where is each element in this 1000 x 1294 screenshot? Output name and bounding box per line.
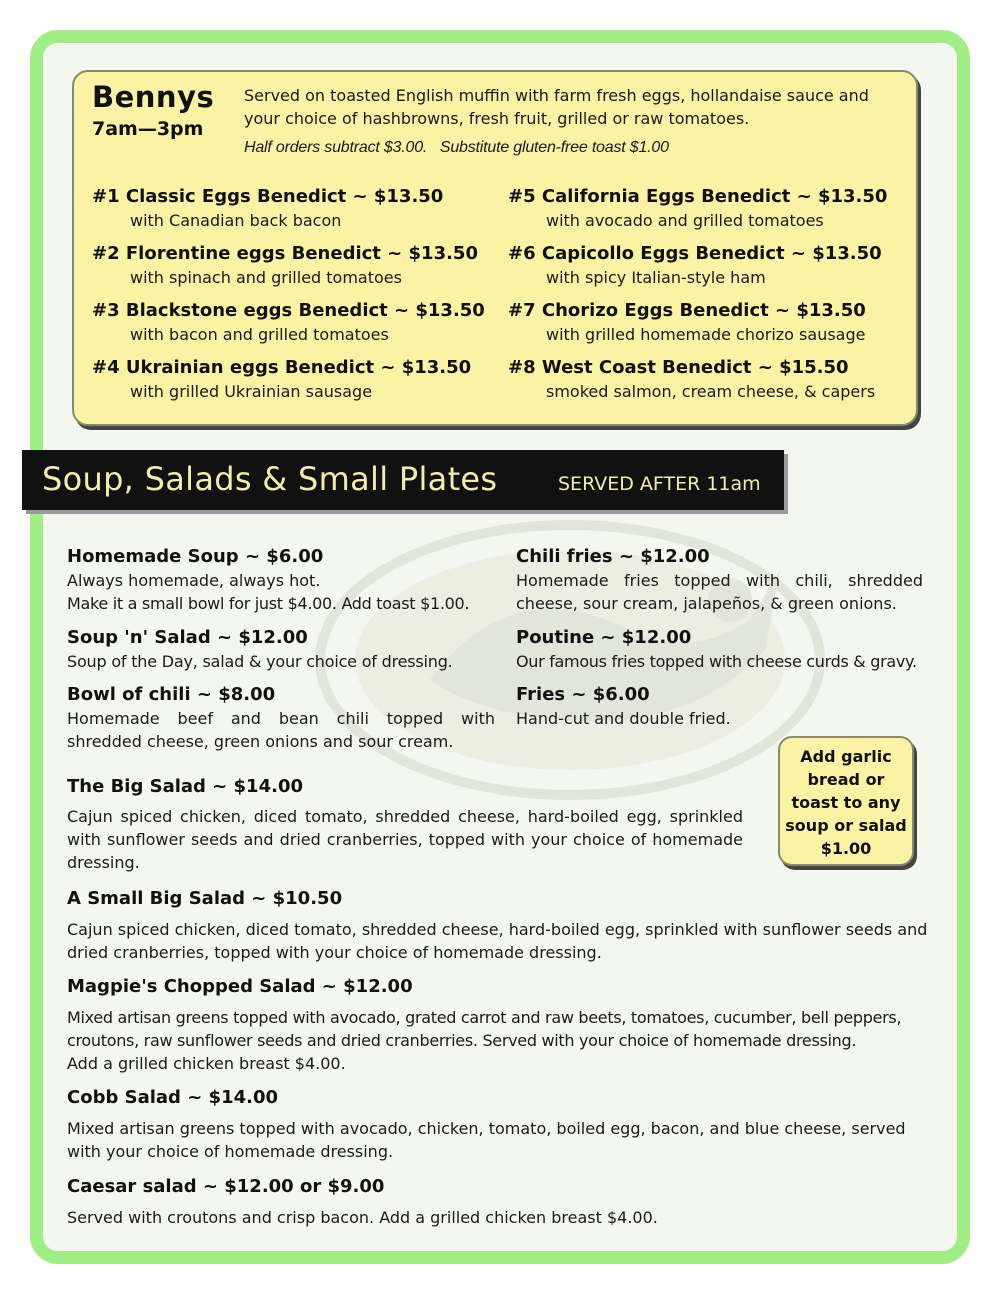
menu-item-name: #2 Florentine eggs Benedict ~ $13.50: [92, 243, 478, 264]
menu-item-desc: Cajun spiced chicken, diced tomato, shredded cheese, hard-boiled egg, sprinkled with sunflower seeds and dried cranberries, topped with your choice of homemade dressing.: [67, 920, 928, 962]
menu-item-soup: [67, 545, 495, 615]
bennys-right-column: [508, 184, 918, 412]
menu-item-soup-salad: [67, 626, 495, 673]
menu-item-big-salad: [67, 775, 743, 874]
menu-item-desc: Our famous fries topped with cheese curds & gravy.: [516, 652, 917, 671]
menu-item-desc: with grilled Ukrainian sausage: [130, 382, 373, 401]
section-banner: [22, 450, 784, 510]
bennys-hours: 7am—3pm: [92, 118, 204, 140]
menu-item: [92, 355, 502, 412]
bennys-description: Served on toasted English muffin with farm fresh eggs, hollandaise sauce and your choice of hashbrowns, fresh fruit, grilled or raw tomatoes.: [244, 86, 869, 128]
addon-callout: [778, 736, 914, 866]
menu-item-desc: with spicy Italian-style ham: [546, 268, 766, 287]
menu-item-desc: Mixed artisan greens topped with avocado, grated carrot and raw beets, tomatoes, cucumber, bell peppers, croutons, raw sunflower seeds and dried cranberries. Served with your choice of homemade dressing.: [67, 1008, 902, 1050]
menu-item-name: #1 Classic Eggs Benedict ~ $13.50: [92, 186, 444, 207]
menu-item-name: #8 West Coast Benedict ~ $15.50: [508, 357, 849, 378]
addon-price: $1.00: [820, 839, 872, 858]
menu-item-name: The Big Salad ~ $14.00: [67, 776, 303, 797]
menu-item-name: Chili fries ~ $12.00: [516, 546, 710, 567]
menu-item-desc: with spinach and grilled tomatoes: [130, 268, 402, 287]
menu-item-desc: Homemade beef and bean chili topped with shredded cheese, green onions and sour cream.: [67, 709, 495, 751]
menu-item-name: A Small Big Salad ~ $10.50: [67, 888, 343, 909]
menu-item-desc: Hand-cut and double fried.: [516, 709, 731, 728]
menu-item: [508, 241, 918, 298]
menu-item-name: #6 Capicollo Eggs Benedict ~ $13.50: [508, 243, 882, 264]
section-subtitle: SERVED AFTER 11am: [558, 473, 761, 495]
menu-item-chopped-salad: [67, 975, 935, 1075]
menu-item-cobb: [67, 1086, 935, 1163]
menu-item-desc: with Canadian back bacon: [130, 211, 342, 230]
menu-item-name: Caesar salad ~ $12.00 or $9.00: [67, 1176, 385, 1197]
bennys-panel: [72, 70, 918, 426]
addon-line: toast to any: [791, 793, 901, 812]
menu-item-desc: with grilled homemade chorizo sausage: [546, 325, 866, 344]
section-title: Soup, Salads & Small Plates: [42, 460, 498, 498]
menu-item-desc: Always homemade, always hot.: [67, 571, 321, 590]
menu-item-desc: Homemade fries topped with chili, shredded cheese, sour cream, jalapeños, & green onions.: [516, 571, 923, 613]
menu-item-name: Bowl of chili ~ $8.00: [67, 684, 276, 705]
menu-item-desc: Soup of the Day, salad & your choice of dressing.: [67, 652, 453, 671]
menu-item: [92, 184, 502, 241]
menu-item-desc: Cajun spiced chicken, diced tomato, shredded cheese, hard-boiled egg, sprinkled with sunflower seeds and dried cranberries, topped with your choice of homemade dressing.: [67, 807, 743, 872]
menu-item: [508, 184, 918, 241]
bennys-note: Half orders subtract $3.00. Substitute gluten-free toast $1.00: [244, 139, 669, 156]
menu-item-desc-extra: Make it a small bowl for just $4.00. Add toast $1.00.: [67, 594, 470, 613]
menu-item-name: Homemade Soup ~ $6.00: [67, 546, 324, 567]
menu-item-poutine: [516, 626, 926, 673]
menu-item-name: Magpie's Chopped Salad ~ $12.00: [67, 976, 413, 997]
menu-item-desc: with bacon and grilled tomatoes: [130, 325, 389, 344]
menu-item-name: Fries ~ $6.00: [516, 684, 650, 705]
menu-item: [92, 298, 502, 355]
menu-item-name: Poutine ~ $12.00: [516, 627, 692, 648]
menu-item-desc: Served with croutons and crisp bacon. Add a grilled chicken breast $4.00.: [67, 1208, 658, 1227]
menu-item-caesar: [67, 1175, 935, 1229]
menu-item-fries: [516, 683, 923, 730]
menu-item-desc: Mixed artisan greens topped with avocado, chicken, tomato, boiled egg, bacon, and blue cheese, served with your choice of homemade dressing.: [67, 1119, 906, 1161]
addon-line: soup or salad: [785, 816, 907, 835]
menu-item-name: Cobb Salad ~ $14.00: [67, 1087, 278, 1108]
menu-item-name: #3 Blackstone eggs Benedict ~ $13.50: [92, 300, 485, 321]
addon-line: bread or: [807, 770, 885, 789]
menu-item-name: #5 California Eggs Benedict ~ $13.50: [508, 186, 888, 207]
menu-item: [508, 298, 918, 355]
menu-item-chili-bowl: [67, 683, 495, 753]
menu-item: [92, 241, 502, 298]
menu-item-desc-extra: Add a grilled chicken breast $4.00.: [67, 1054, 346, 1073]
menu-item-desc: smoked salmon, cream cheese, & capers: [546, 382, 876, 401]
menu-item-name: #4 Ukrainian eggs Benedict ~ $13.50: [92, 357, 472, 378]
menu-item: [508, 355, 918, 412]
menu-item-chili-fries: [516, 545, 923, 615]
menu-item-small-big-salad: [67, 887, 935, 964]
menu-item-name: #7 Chorizo Eggs Benedict ~ $13.50: [508, 300, 866, 321]
bennys-left-column: [92, 184, 502, 412]
bennys-title: Bennys: [92, 80, 215, 114]
addon-line: Add garlic: [800, 747, 892, 766]
menu-item-desc: with avocado and grilled tomatoes: [546, 211, 824, 230]
menu-item-name: Soup 'n' Salad ~ $12.00: [67, 627, 308, 648]
